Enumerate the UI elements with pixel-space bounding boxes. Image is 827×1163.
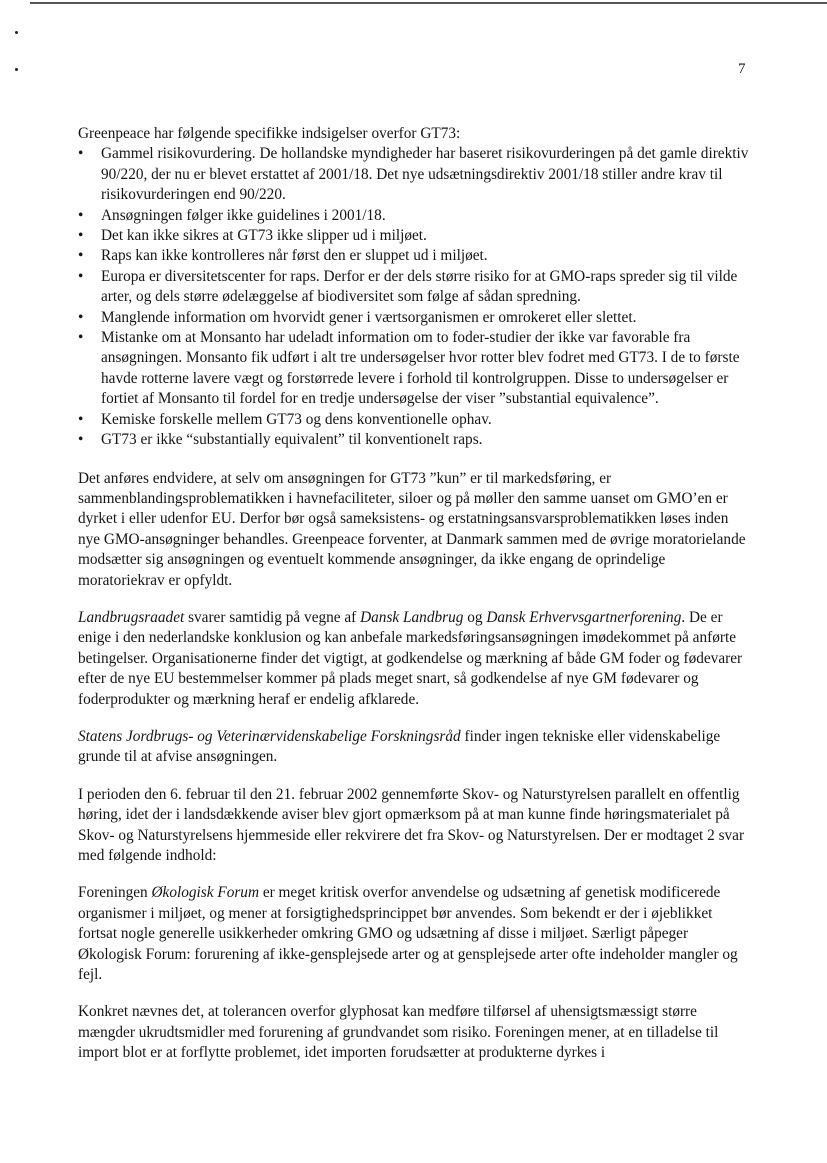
list-item	[78, 308, 750, 328]
paragraph-research-council: Statens Jordbrugs- og Veterinærvidenskabelige Forskningsråd finder ingen tekniske eller videnskabelige grunde til at afvise ansøgningen.	[78, 727, 721, 766]
bullet-icon: •	[78, 329, 84, 347]
paragraph-landbrugsraadet: Landbrugsraadet svarer samtidig på vegne af Dansk Landbrug og Dansk Erhvervsgartnerforening. De er enige i den nederlandske konklusion og kan anbefale markedsføringsansøgningen imødekommet på anførte betingelser. Organisationerne finder det vigtigt, at godkendelse og mærkning af både GM foder og fødevarer efter de nye EU bestemmelser kommer på plads meget snart, så godkendelse af nye GM fødevarer og foderprodukter og mærkning heraf er endelig afklarede.	[78, 608, 743, 708]
list-item	[78, 144, 750, 205]
org-name: Dansk Erhvervsgartnerforening	[486, 608, 682, 626]
bullet-icon: •	[78, 431, 84, 449]
paragraph-okologisk-forum: Foreningen Økologisk Forum er meget kritisk overfor anvendelse og udsætning af genetisk modificerede organismer i miljøet, og mener at forsigtighedsprincippet bør anvendes. Som bekendt er der i øjeblikket fortsat nogle generelle usikkerheder omkring GMO og udsætning af disse i miljøet. Særligt påpeger Økologisk Forum: forurening af ikke-gensplejsede arter og at gensplejsede arter ofte indeholder mangler og fejl.	[78, 884, 738, 984]
scan-edge-line	[30, 2, 827, 4]
list-item-text: Det kan ikke sikres at GT73 ikke slipper ud i miljøet.	[101, 227, 427, 245]
page-number: 7	[738, 61, 746, 77]
list-item-text: GT73 er ikke “substantially equivalent” til konventionelt raps.	[101, 431, 483, 449]
bullet-icon: •	[78, 206, 84, 224]
list-item-text: Raps kan ikke kontrolleres når først den er sluppet ud i miljøet.	[101, 247, 488, 265]
bullet-icon: •	[78, 267, 84, 285]
bullet-icon: •	[78, 145, 84, 163]
intro-line: Greenpeace har følgende specifikke indsigelser overfor GT73:	[78, 125, 461, 142]
list-item	[78, 246, 750, 266]
org-name: Statens Jordbrugs- og Veterinærvidenskabelige Forskningsråd	[78, 727, 461, 745]
paragraph-glyphosate: Konkret nævnes det, at tolerancen overfor glyphosat kan medføre tilførsel af uhensigtsmæssigt større mængder ukrudtsmidler med forurening af grundvandet som risiko. Foreningen mener, at en tilladelse til import blot er at forflytte problemet, idet importen forudsætter at produkterne dyrkes i	[78, 1003, 719, 1062]
scan-speck	[15, 31, 18, 34]
list-item-text: Gammel risikovurdering. De hollandske myndigheder har baseret risikovurderingen på det gamle direktiv 90/220, der nu er blevet erstattet af 2001/18. Det nye udsætningsdirektiv 2001/18 stiller andre krav til risikovurderingen end 90/220.	[101, 145, 749, 204]
scan-speck	[15, 68, 18, 71]
bullet-icon: •	[78, 410, 84, 428]
list-item-text: Ansøgningen følger ikke guidelines i 2001/18.	[101, 206, 386, 224]
list-item-text: Europa er diversitetscenter for raps. Derfor er der dels større risiko for at GMO-raps spreder sig til vilde arter, og dels større ødelæggelse af biodiversitet som følge af sådan spredning.	[101, 267, 738, 306]
org-name: Økologisk Forum	[151, 884, 259, 902]
list-item	[78, 226, 750, 246]
objection-list	[78, 144, 750, 450]
bullet-icon: •	[78, 308, 84, 326]
paragraph-mixing-issue: Det anføres endvidere, at selv om ansøgningen for GT73 ”kun” er til markedsføring, er sammenblandingsproblematikken i havnefaciliteter, siloer og på møller den samme uanset om GMO’en er dyrket i eller udenfor EU. Derfor bør også sameksistens- og erstatningsansvarsproblematikken løses inden nye GMO-ansøgninger behandles. Greenpeace forventer, at Danmark sammen med de øvrige moratorielande modsætter sig ansøgningen og eventuelt kommende ansøgninger, da ikke engang de oprindelige moratoriekrav er opfyldt.	[78, 469, 746, 589]
document-body	[78, 124, 750, 1081]
list-item	[78, 410, 750, 430]
list-item	[78, 328, 750, 410]
list-item	[78, 267, 750, 308]
bullet-icon: •	[78, 247, 84, 265]
bullet-icon: •	[78, 227, 84, 245]
list-item-text: Mistanke om at Monsanto har udeladt information om to foder-studier der ikke var favorable fra ansøgningen. Monsanto fik udført i alt tre undersøgelser hvor rotter blev fodret med GT73. I de to første havde rotterne lavere vægt og forstørrede levere i forhold til kontrolgruppen. Disse to undersøgelser er fortiet af Monsanto til fordel for en tredje undersøgelse der viser ”substantial equivalence”.	[101, 329, 740, 408]
org-name: Landbrugsraadet	[78, 608, 185, 626]
list-item	[78, 206, 750, 226]
org-name: Dansk Landbrug	[360, 608, 464, 626]
list-item-text: Kemiske forskelle mellem GT73 og dens konventionelle ophav.	[101, 410, 492, 428]
list-item	[78, 430, 750, 450]
paragraph-public-hearing: I perioden den 6. februar til den 21. februar 2002 gennemførte Skov- og Naturstyrelsen parallelt en offentlig høring, idet der i landsdækkende aviser blev gjort opmærksom på at man kunne finde høringsmaterialet på Skov- og Naturstyrelsens hjemmeside eller rekvirere det fra Skov- og Naturstyrelsen. Der er modtaget 2 svar med følgende indhold:	[78, 785, 745, 864]
list-item-text: Manglende information om hvorvidt gener i værtsorganismen er omrokeret eller slettet.	[101, 308, 637, 326]
